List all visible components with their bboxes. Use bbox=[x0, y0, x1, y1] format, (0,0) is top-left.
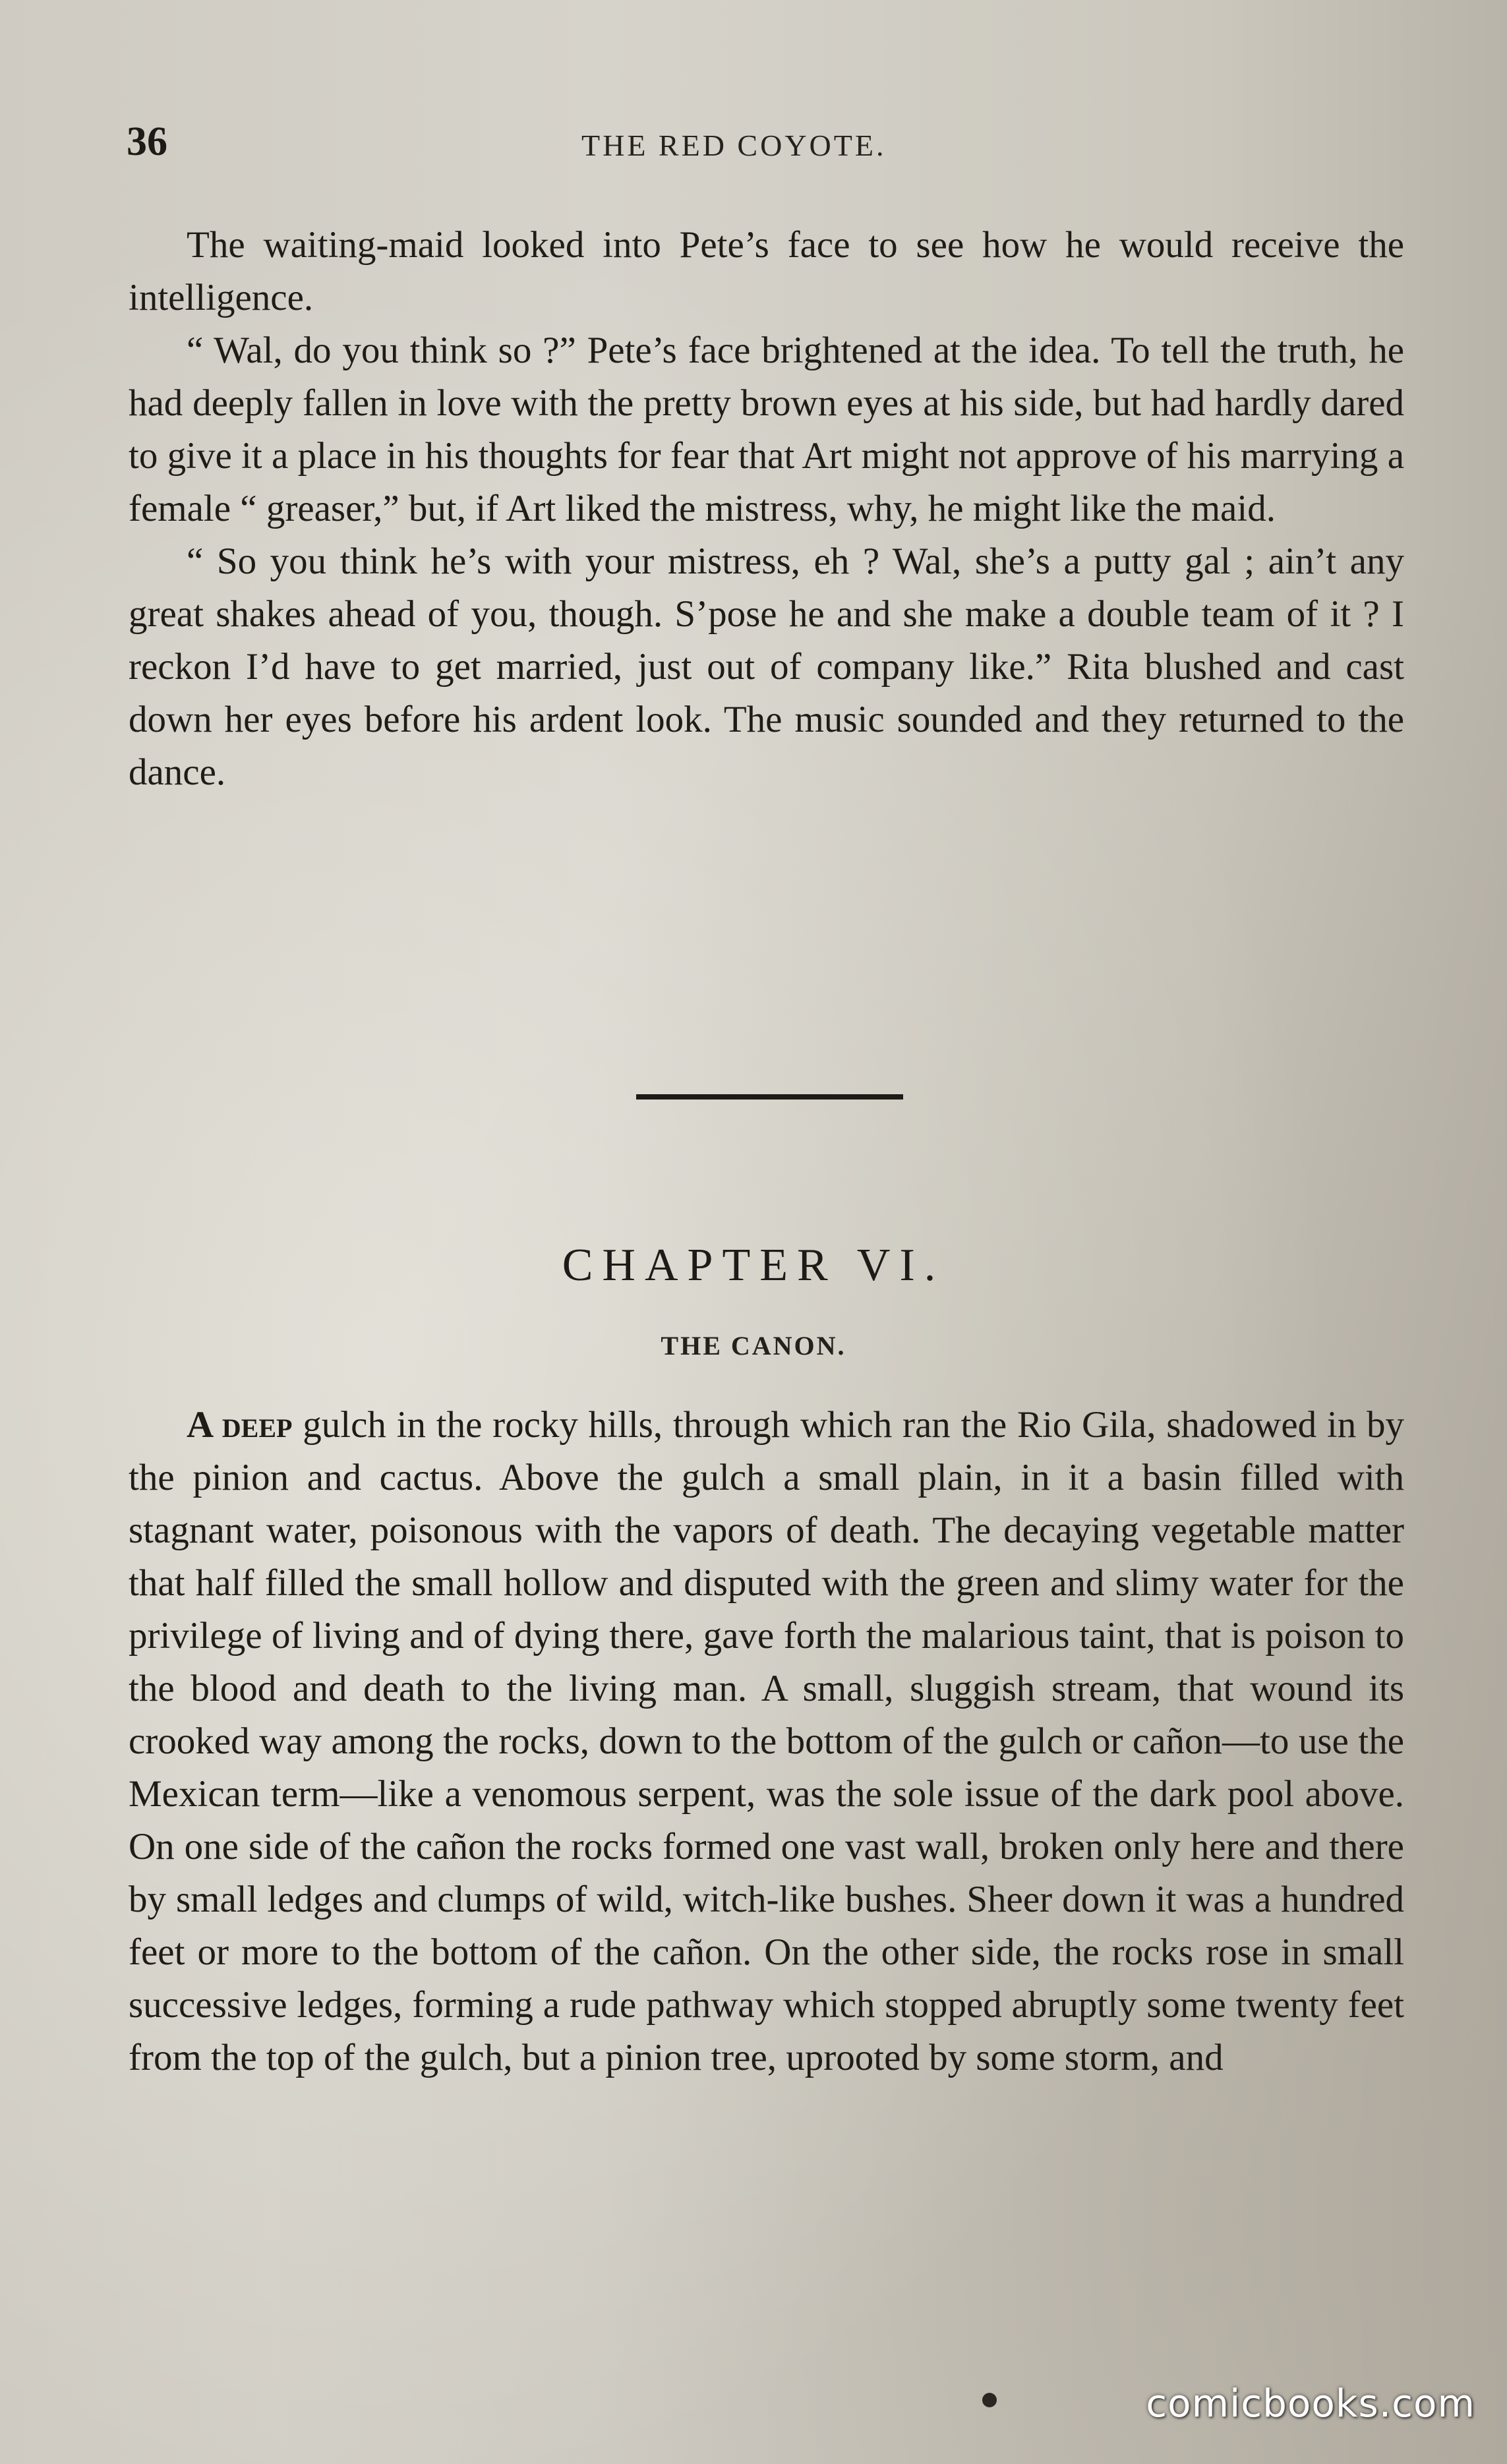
paragraph: “ So you think he’s with your mistress, eh ? Wal, she’s a putty gal ; ain’t any great shakes ahead of you, though. S’pose he and she make a double team of it ? I reckon I’d have to get married, just out of company like.” Rita blushed and cast down her eyes before his ardent look. The music sounded and they returned to the dance. bbox=[129, 541, 1404, 793]
running-head: THE RED COYOTE. bbox=[581, 129, 887, 162]
ink-dot bbox=[982, 2393, 997, 2407]
text-block-1 bbox=[129, 219, 1404, 799]
lead-words: A deep bbox=[187, 1404, 293, 1446]
text-block-2 bbox=[129, 1399, 1404, 2084]
paragraph: “ Wal, do you think so ?” Pete’s face brightened at the idea. To tell the truth, he had deeply fallen in love with the pretty brown eyes at his side, but had hardly dared to give it a place in his thoughts for fear that Art might not approve of his marrying a female “ greaser,” but, if Art liked the mistress, why, he might like the maid. bbox=[129, 330, 1404, 529]
section-divider bbox=[636, 1094, 903, 1100]
page-header bbox=[127, 119, 1412, 171]
paragraph bbox=[129, 1399, 1404, 2084]
chapter-title: CHAPTER VI. bbox=[562, 1240, 945, 1291]
chapter-subtitle: THE CANON. bbox=[661, 1331, 846, 1361]
show-through-text bbox=[119, 943, 1424, 1045]
paragraph: The waiting-maid looked into Pete’s face to see how he would receive the intelligence. bbox=[129, 224, 1404, 318]
paragraph-body: gulch in the rocky hills, through which ran the Rio Gila, shadowed in by the pinion and cactus. Above the gulch a small plain, in it a basin filled with stagnant water, poisonous with the vapors of death. The decaying vegetable matter that half filled the small hollow and disputed with the green and slimy water for the privilege of living and of dying there, gave forth the malarious taint, that is poison to the blood and death to the living man. A small, sluggish stream, that wound its crooked way among the rocks, down to the bottom of the gulch or cañon—to use the Mexican term—like a venomous serpent, was the sole issue of the dark pool above. On one side of the cañon the rocks formed one vast wall, broken only here and there by small ledges and clumps of wild, witch-like bushes. Sheer down it was a hundred feet or more to the bottom of the cañon. On the other side, the rocks rose in small successive ledges, forming a rude pathway which stopped abruptly some twenty feet from the top of the gulch, but a pinion tree, uprooted by some storm, and bbox=[129, 1404, 1405, 2078]
watermark: comicbooks.com bbox=[1146, 2381, 1475, 2426]
page-number: 36 bbox=[127, 119, 167, 164]
